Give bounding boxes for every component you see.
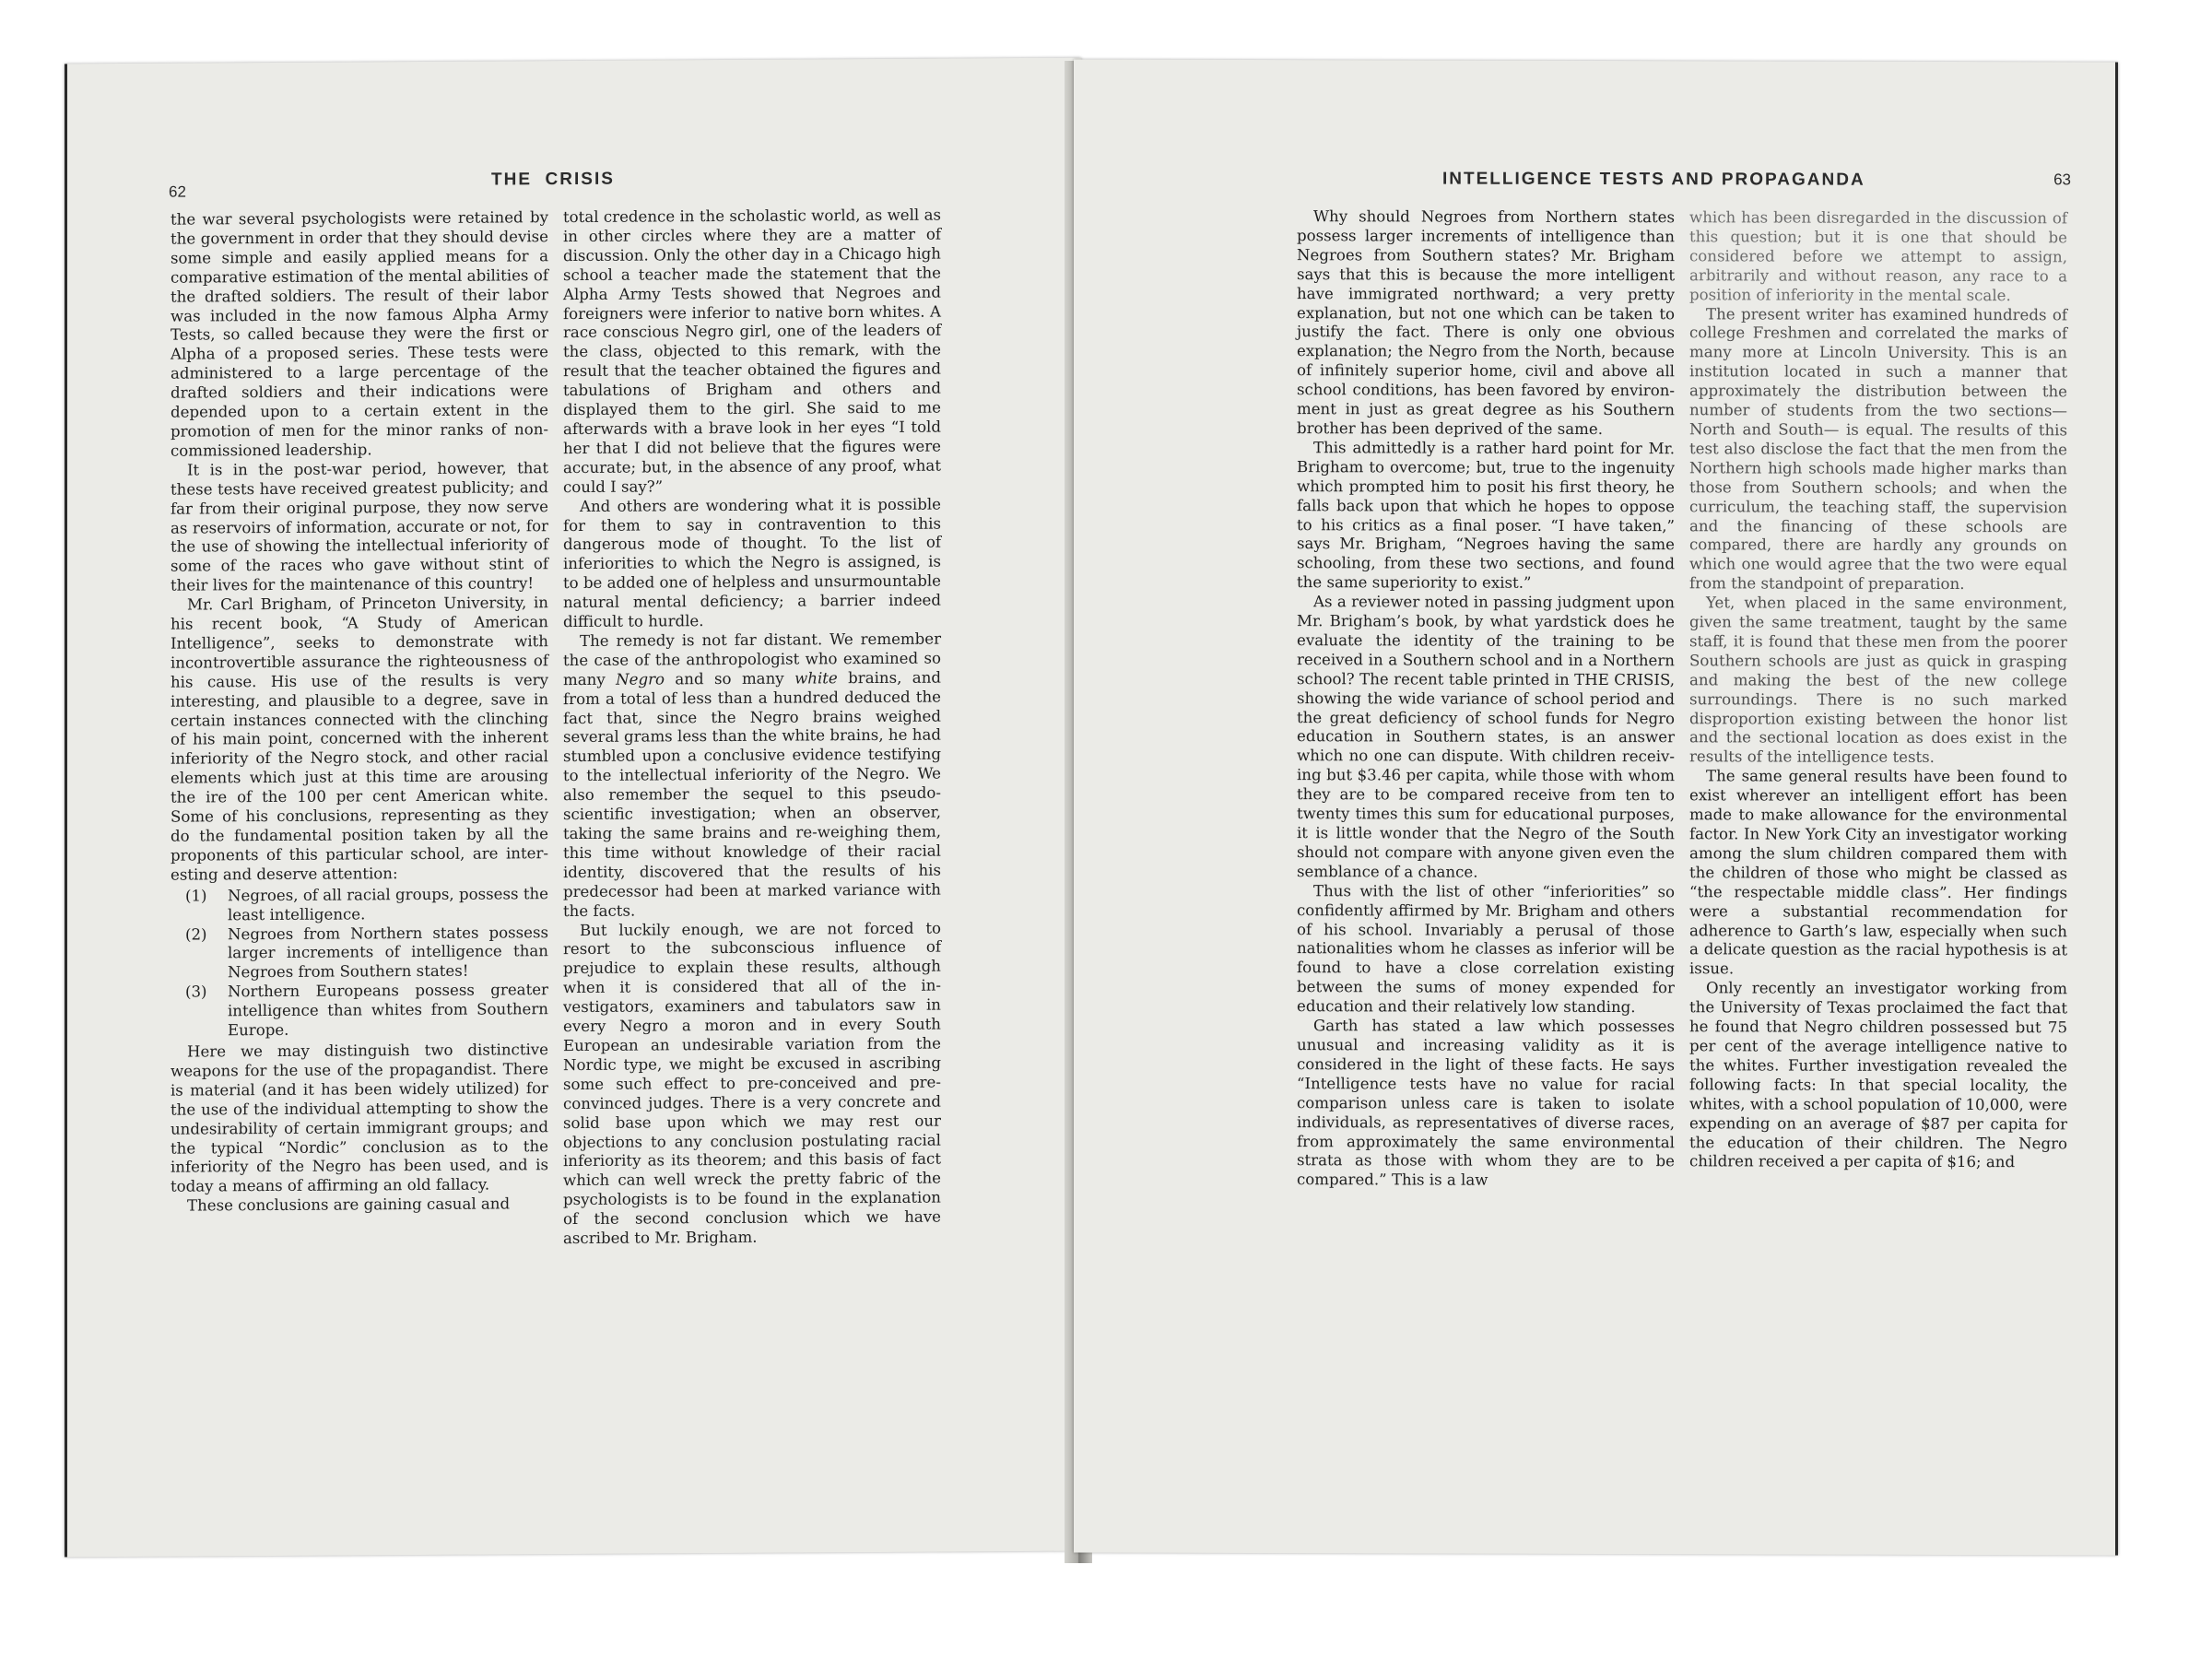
page-number: 63 <box>2053 171 2071 189</box>
italic-word: white <box>794 668 838 688</box>
paragraph: And others are wondering what it is possible for them to say in contravention to this dangerous mode of thought. To the list of inferiorities to which the Negro is assigned, is to be added one of helpless and unsurmountable natural mental deficiency; a barrier indeed difficult to hurdle. <box>563 495 941 631</box>
left-column-1 <box>171 208 548 1217</box>
paragraph: This admittedly is a rather hard point for Mr. Brigham to overcome; but, true to the ingenuity which prompted him to posit his first theory, he falls back upon that which he hopes to oppose to his critics as a final poser. “I have taken,” says Mr. Brigham, “Negroes having the same schooling, from these two sections, and found the same superiority to exist.” <box>1297 439 1675 593</box>
list-text: Negroes, of all racial groups, possess the least intelligence. <box>228 884 548 924</box>
paragraph: which has been disregarded in the discussion of this question; but it is one that should be considered before we attempt to assign, arbitrarily and without reason, any race to a position of inferiority in the mental scale. <box>1689 208 2067 304</box>
paragraph <box>563 629 941 921</box>
paragraph: The present writer has examined hundreds of college Freshmen and correlated the marks of many more at Lincoln University. This is an institution located in such a manner that approximately the distribution between the number of students from the two sections—North and South— is equal. The results of this test also disclose the fact that the men from the Northern high schools made higher marks than those from Southern schools; and when the curriculum, the teaching staff, the supervision and the financing of these schools are compared, there are hardly any grounds on which one would agree that the two were equal from the standpoint of preparation. <box>1689 304 2067 594</box>
paragraph: Only recently an investigator working from the University of Texas proclaimed the fact that he found that Negro children possessed but 75 per cent of the average intelligence native to the whites. Further investigation revealed the following facts: In that special locality, the whites, with a school population of 10,000, were expending on an average of $87 per capita for the education of their children. The Negro children received a per capita of $16; and <box>1689 979 2067 1171</box>
paragraph: Mr. Carl Brigham, of Princeton University, in his recent book, “A Study of American Intelligence”, seeks to demonstrate with incontrovertible assurance the righteousness of his cause. His use of the results is very interesting, and plausible to a degree, save in certain instances connected with the clinching of his main point, concerned with the inherent inferiority of the Negro stock, and other racial elements which just at this time are arousing the ire of the 100 per cent American white. Some of his conclusions, representing as they do the fundamental position taken by all the proponents of this particular school, are interesting and deserve attention: <box>171 594 548 884</box>
paragraph: But luckily enough, we are not forced to resort to the subconscious influence of prejudice to explain these results, although when it is considered that all of the investigators, examiners and tabulators saw in every Negro a moron and in every South European an undesirable variation from the Nordic type, we might be excused in ascribing some such effect to pre-conceived and pre-convinced judges. There is a very concrete and solid base upon which we may rest our objections to any conclusion postulating racial inferiority as its theorem; and this basis of fact which can well wreck the pretty fabric of the psychologists is to be found in the explanation of the second conclusion which we have ascribed to Mr. Brigham. <box>563 919 941 1248</box>
right-page <box>1074 60 2118 1556</box>
paragraph: Garth has stated a law which possesses unusual and increasing validity as it is considered in the light of these facts. He says “Intelligence tests have no value for racial comparison unless care is taken to isolate individuals, as representatives of diverse races, from approximately the same environmental strata as those with whom they are to be compared.” This is a law <box>1297 1017 1675 1190</box>
list-number: (2) <box>185 924 207 944</box>
right-column-1 <box>1297 207 1675 1191</box>
text-run: The remedy is not far distant. We remember the case of the anthropologist who examined so many <box>563 629 941 688</box>
text-run: and so many <box>665 669 795 688</box>
paragraph: These conclusions are gaining casual and <box>187 1194 511 1215</box>
paragraph: Why should Negroes from Northern states possess larger increments of intelligence than Negroes from Southern states? Mr. Brigham says that this is because the more intelligent have immigrated northward; a very pretty explanation, but not one which can be taken to justify the fact. There is only one obvious explanation; the Negro from the North, because of infinitely superior home, civil and above all school conditions, has been favored by environment in just as great degree as his Southern brother has been deprived of the same. <box>1297 207 1675 438</box>
paragraph: Yet, when placed in the same environment, given the same treatment, taught by the same staff, it is found that these men from the poorer Southern schools are just as quick in grasping and making the best of the new college surroundings. There is no such marked disproportion existing between the honor list and the sectional location as does exist in the results of the intelligence tests. <box>1689 594 2067 767</box>
italic-word: Negro <box>616 670 665 688</box>
page-number: 62 <box>169 182 186 201</box>
paragraph: It is in the post-war period, however, that these tests have received greatest publicity; and far from their original purpose, they now serve as reservoirs of information, accurate or not, for the use of showing the intellectual inferiority of some of the races who gave without stint of their lives for the maintenance of this country! <box>171 458 548 594</box>
running-head: THE CRISIS <box>491 169 615 190</box>
left-page <box>65 58 1081 1558</box>
paragraph: total credence in the scholastic world, as well as in other circles where they are a matter of discussion. Only the other day in a Chicago high school a teacher made the statement that the Alpha Army Tests showed that Negroes and foreigners were inferior to native born whites. A race conscious Negro girl, one of the leaders of the class, objected to this remark, with the result that the teacher obtained the figures and tabulations of Brigham and others and displayed them to the girl. She said to me afterwards with a brave look in her eyes “I told her that I did not believe that the figures were accurate; but, in the absence of any proof, what could I say?” <box>563 206 941 496</box>
left-column-2 <box>563 206 941 1249</box>
paragraph: Thus with the list of other “inferiorities” so confidently affirmed by Mr. Brigham and others of his school. Invariably a perusal of those nationalities whom he classes as inferior will be found to have a close correlation existing between the sums of money expended for education and their relatively low standing. <box>1297 881 1675 1017</box>
paragraph: The same general results have been found to exist wherever an intelligent effort has been made to make allowance for the environmental factor. In New York City an investigator working among the slum children compared them with the children of those who might be classed as “the respectable middle class”. Her findings were a substantial recommendation for adherence to Garth’s law, especially when such a delicate question as the racial hypothesis is at issue. <box>1689 767 2067 978</box>
list-text: Northern Europeans possess greater intelligence than whites from Southern Europe. <box>228 981 548 1040</box>
paragraph: Here we may distinguish two distinctive weapons for the use of the propagandist. There is material (and it has been widely utilized) for the use of the individual attempting to show the undesirability of certain immigrant groups; and the typical “Nordic” conclusion as to the inferiority of the Negro has been used, and is today a means of affirming an old fallacy. <box>171 1041 548 1195</box>
left-page-header <box>67 167 1081 199</box>
list-item <box>185 923 548 983</box>
list-number: (3) <box>185 982 207 1001</box>
text-run: brains, and from a total of less than a hundred deduced the fact that, since the Negro brains weighed several grams less than the white brains, he had stumbled upon a conclusive evidence testifying to the intellectual inferiority of the Negro. We also remember the sequel to this pseudo-scientific investigation; when an observer, taking the same brains and re-weighing them, this time without knowledge of their racial identity, discovered that the results of his predecessor had been at marked variance with the facts. <box>563 668 942 920</box>
right-column-2 <box>1689 208 2067 1172</box>
conclusions-list <box>171 885 548 1041</box>
list-number: (1) <box>185 887 207 905</box>
list-item <box>185 981 548 1041</box>
list-text: Negroes from Northern states possess larger increments of intelligence than Negroes from Southern states! <box>228 923 548 982</box>
paragraph: the war several psychologists were retained by the government in order that they should devise some simple and easily applied means for a comparative estimation of the mental abilities of the drafted soldiers. The result of their labor was included in the now famous Alpha Army Tests, so called because they were the first or Alpha of a proposed series. These tests were administered to a large percentage of the drafted soldiers and their indications were depended upon to a certain extent in the promotion of men for the minor ranks of non-commissioned leadership. <box>171 208 548 460</box>
magazine-spread <box>65 61 2129 1569</box>
right-page-header <box>1074 169 2115 197</box>
paragraph: As a reviewer noted in passing judgment upon Mr. Brigham’s book, by what yardstick does he evaluate the identity of the training to be received in a Southern school and in a Northern school? The recent table printed in THE CRISIS, showing the wide variance of school period and the great deficiency of school funds for Negro education in Southern states, is an answer which no one can dispute. With children receiving but $3.46 per capita, while those with whom they are to be compared receive from ten to twenty times this sum for educational purposes, it is little wonder that the Negro of the South should not compare with anyone given even the semblance of a chance. <box>1297 593 1675 881</box>
running-head: INTELLIGENCE TESTS AND PROPAGANDA <box>1442 169 1865 190</box>
list-item <box>185 884 548 925</box>
